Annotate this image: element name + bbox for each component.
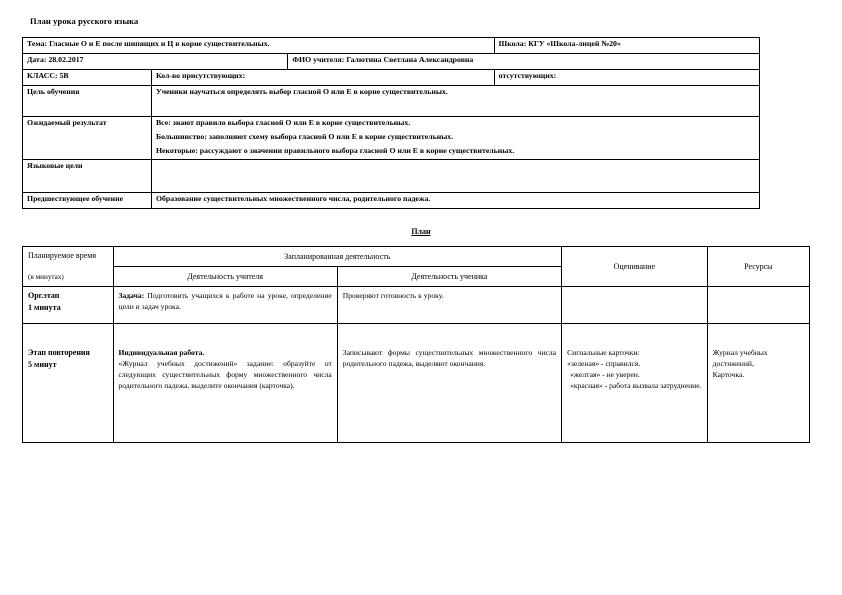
result-line-all: Все: знают правило выбора гласной О или Е в корне существительных. xyxy=(155,118,411,127)
topic-value: Гласные О и Е после шипящих и Ц в корне существительных. xyxy=(49,39,270,48)
expected-result-label: Ожидаемый результат xyxy=(23,117,152,160)
stage-name: Орг.этап xyxy=(28,291,60,300)
header-planned-time-unit: (в минутах) xyxy=(28,273,64,281)
resources-line: достижений, xyxy=(712,359,754,368)
result-line-majority: Большинство: заполняют схему выбора гласной О или Е в корне существительных. xyxy=(155,132,454,141)
language-goals-label: Языковые цели xyxy=(23,160,152,193)
date-cell xyxy=(23,54,288,70)
teacher-activity-emphasis: Индивидуальная работа. xyxy=(118,348,205,357)
student-activity-text: Записывают формы существительных множественного числа родительного падежа, выделяют окончания. xyxy=(342,348,557,368)
teacher-activity-cell xyxy=(113,287,337,324)
plan-heading: План xyxy=(411,227,431,236)
teacher-value: Галютина Светлана Александровна xyxy=(346,55,474,64)
school-label: Школа: xyxy=(498,39,527,48)
stage-cell xyxy=(23,324,114,443)
page-title: План урока русского языка xyxy=(30,16,139,26)
table-row xyxy=(23,324,810,443)
header-assessment: Оценивание xyxy=(562,247,708,287)
student-activity-cell: Проверяют готовность к уроку. xyxy=(337,287,561,324)
stage-cell xyxy=(23,287,114,324)
lesson-info-table-wrapper xyxy=(16,37,826,209)
teacher-activity-emphasis: Задача: xyxy=(118,291,145,300)
stage-duration: 1 минута xyxy=(28,303,61,312)
teacher-activity-text: Подготовить учащихся к работе на уроке, определение цели и задач урока. xyxy=(118,291,332,311)
table-row-topic xyxy=(23,38,760,54)
resources-line: Карточка. xyxy=(712,370,745,379)
resources-line: Журнал учебных xyxy=(712,348,768,357)
table-row-goal xyxy=(23,86,760,117)
header-planned-activity: Запланированная деятельность xyxy=(113,247,562,267)
school-value: КГУ «Школа-лицей №20» xyxy=(528,39,621,48)
assessment-line: «желтая» - не уверен. xyxy=(570,370,640,379)
absent-count-label: отсутствующих: xyxy=(498,71,557,80)
teacher-label: ФИО учителя: xyxy=(292,55,345,64)
date-label: Дата: xyxy=(27,55,47,64)
assessment-line: Сигнальные карточки: xyxy=(567,348,640,357)
topic-label: Тема: xyxy=(27,39,48,48)
lesson-info-table xyxy=(22,37,760,209)
class-cell xyxy=(23,70,152,86)
goal-value: Ученики научаться определять выбор гласной О или Е в корне существительных. xyxy=(151,86,759,117)
table-row-previous-learning xyxy=(23,193,760,209)
student-activity-cell xyxy=(337,324,561,443)
header-planned-time-label: Планируемое время xyxy=(28,251,97,260)
header-planned-time xyxy=(23,247,114,287)
header-student-activity: Деятельность ученика xyxy=(337,267,561,287)
resources-cell xyxy=(707,324,809,443)
table-row-date-teacher xyxy=(23,54,760,70)
topic-cell xyxy=(23,38,495,54)
table-row-language-goals xyxy=(23,160,760,193)
language-goals-value xyxy=(151,160,759,193)
expected-result-value xyxy=(151,117,759,160)
assessment-cell xyxy=(562,324,708,443)
stage-duration: 5 минут xyxy=(28,360,57,369)
table-row-class xyxy=(23,70,760,86)
plan-table-wrapper xyxy=(16,246,826,443)
plan-header-row-1 xyxy=(23,247,810,267)
resources-cell xyxy=(707,287,809,324)
goal-label: Цель обучения xyxy=(23,86,152,117)
previous-learning-value: Образование существительных множественного числа, родительного падежа. xyxy=(151,193,759,209)
table-row xyxy=(23,287,810,324)
assessment-cell xyxy=(562,287,708,324)
teacher-activity-text: «Журнал учебных достижений» задание: образуйте от следующих существительных форму множественного числа родительного падежа, выделите окончания (карточка). xyxy=(118,359,332,390)
result-line-some: Некоторые: рассуждают о значении правильного выбора гласной О или Е в корне существительных. xyxy=(155,146,515,155)
assessment-line: «зеленая» - справился. xyxy=(567,359,641,368)
absent-count-cell xyxy=(494,70,759,86)
teacher-activity-cell xyxy=(113,324,337,443)
table-row-expected-result xyxy=(23,117,760,160)
teacher-cell xyxy=(288,54,760,70)
school-cell xyxy=(494,38,759,54)
plan-table xyxy=(22,246,810,443)
class-value: 5В xyxy=(59,71,69,80)
previous-learning-label: Предшествующее обучение xyxy=(23,193,152,209)
present-count-cell xyxy=(151,70,494,86)
assessment-line: «красная» - работа вызвала затруднение. xyxy=(570,381,702,390)
header-teacher-activity: Деятельность учителя xyxy=(113,267,337,287)
stage-name: Этап повторения xyxy=(28,348,90,357)
date-value: 28.02.2017 xyxy=(48,55,84,64)
header-resources: Ресурсы xyxy=(707,247,809,287)
class-label: КЛАСС: xyxy=(27,71,58,80)
present-count-label: Кол-во присутствующих: xyxy=(155,71,246,80)
